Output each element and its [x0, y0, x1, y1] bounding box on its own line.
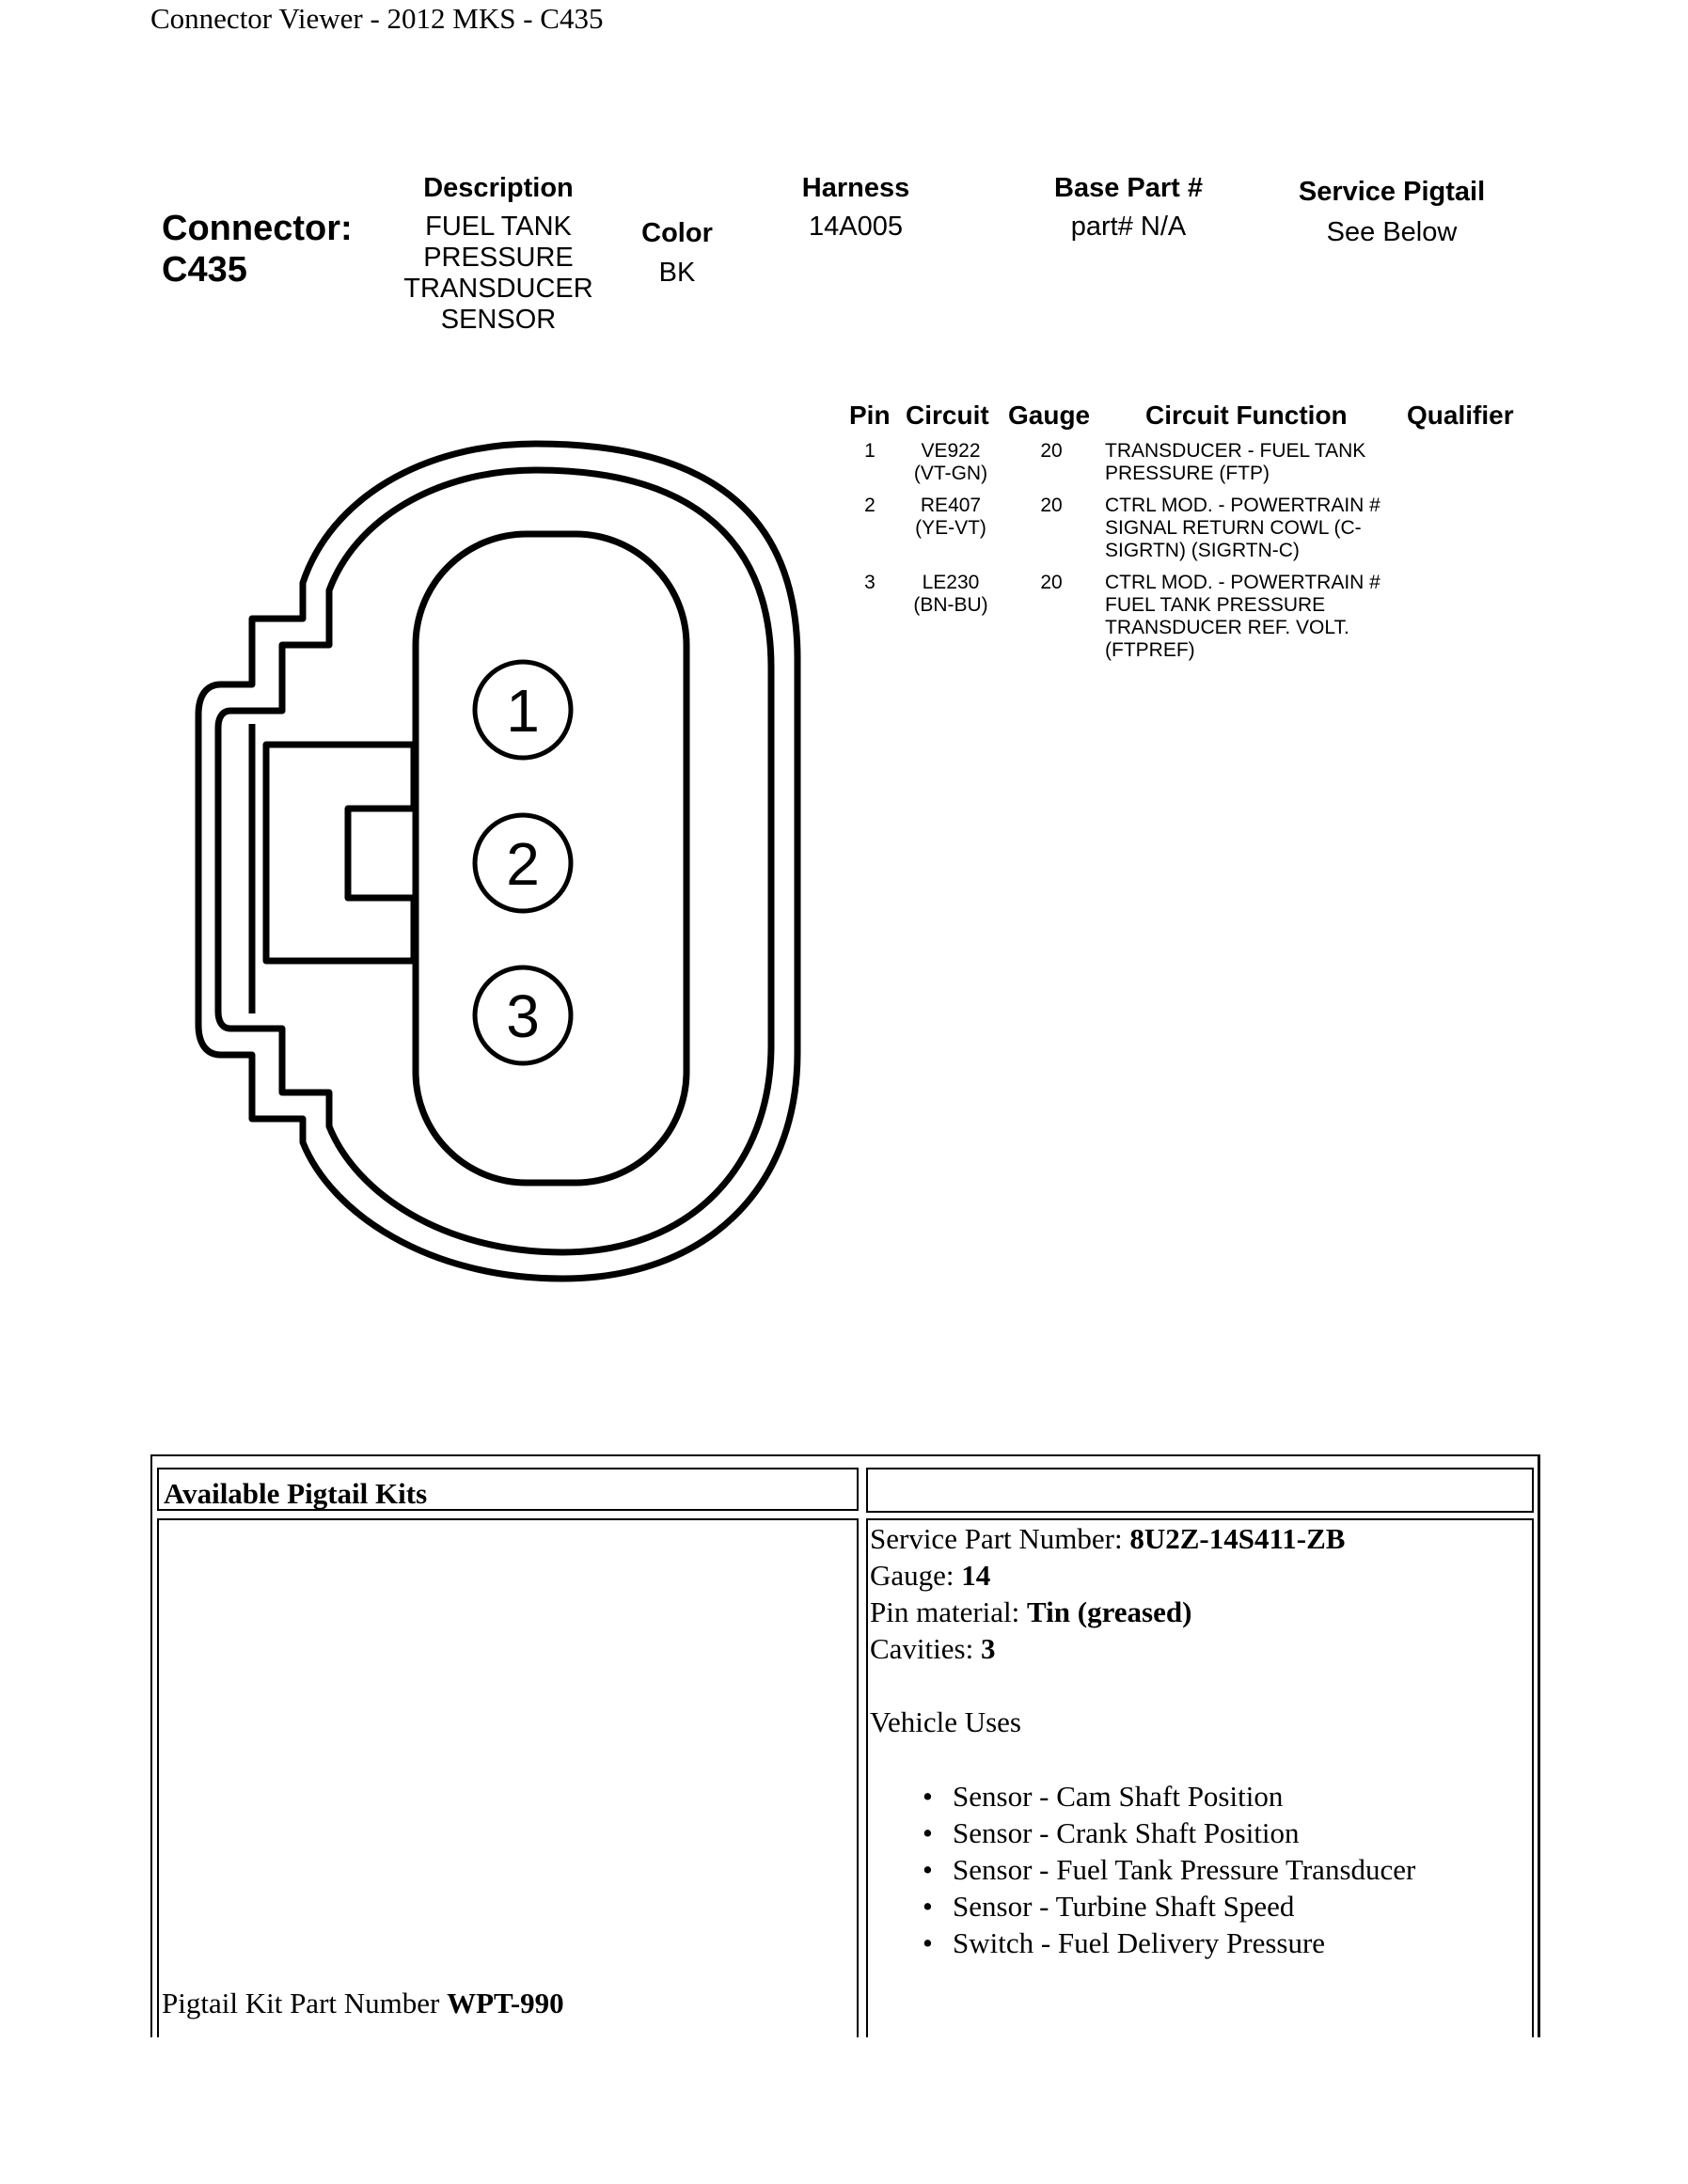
header-qualifier: Qualifier: [1407, 401, 1514, 430]
service-pigtail-header: Service Pigtail: [1298, 177, 1486, 207]
service-part-number: Service Part Number: 8U2Z-14S411-ZB: [870, 1522, 1346, 1555]
color-header: Color: [641, 218, 713, 248]
connector-label: Connector:: [162, 209, 353, 248]
pin-3-label: 3: [506, 982, 540, 1050]
vehicle-uses-label: Vehicle Uses: [870, 1705, 1021, 1738]
color-value: BK: [658, 258, 696, 288]
list-item: • Switch - Fuel Delivery Pressure: [868, 1925, 1526, 1961]
pigtail-header: Available Pigtail Kits: [164, 1477, 428, 1510]
harness-value: 14A005: [809, 212, 903, 242]
pigtail-left-cell: [157, 1518, 859, 2037]
base-part-value: part# N/A: [1070, 212, 1187, 242]
function-cell: CTRL MOD. - POWERTRAIN # SIGNAL RETURN COWL (C- SIGRTN) (SIGRTN-C): [1105, 495, 1380, 561]
connector-diagram: [169, 414, 828, 1307]
page-title: Connector Viewer - 2012 MKS - C435: [150, 2, 604, 35]
header-circuit-function: Circuit Function: [1145, 401, 1348, 430]
header-pin: Pin: [849, 401, 891, 430]
latch-bracket-inner: [266, 745, 414, 961]
pin-number: 2: [864, 495, 876, 516]
gauge-cell: 20: [1040, 440, 1063, 462]
circuit-cell: RE407 (YE-VT): [915, 495, 986, 539]
pigtail-gauge: Gauge: 14: [870, 1559, 991, 1592]
function-cell: CTRL MOD. - POWERTRAIN # FUEL TANK PRESSURE TRANSDUCER REF. VOLT. (FTPREF): [1105, 572, 1380, 661]
service-pigtail-value: See Below: [1326, 217, 1458, 247]
connector-id: C435: [162, 250, 247, 290]
pin-2-label: 2: [506, 830, 540, 898]
kit-part-number: Pigtail Kit Part Number WPT-990: [162, 1987, 564, 2019]
pin-number: 3: [864, 572, 876, 593]
list-item: • Sensor - Crank Shaft Position: [868, 1815, 1526, 1851]
header-gauge: Gauge: [1008, 401, 1091, 430]
circuit-cell: VE922 (VT-GN): [913, 440, 988, 484]
gauge-cell: 20: [1040, 572, 1063, 593]
list-item: • Sensor - Cam Shaft Position: [868, 1778, 1526, 1815]
list-item: • Sensor - Turbine Shaft Speed: [868, 1888, 1526, 1925]
pin-number: 1: [864, 440, 876, 462]
pigtail-header-right-cell: [866, 1468, 1534, 1513]
pigtail-header-cell: [157, 1468, 859, 1511]
base-part-header: Base Part #: [1054, 173, 1203, 203]
description-value: FUEL TANK PRESSURE TRANSDUCER SENSOR: [403, 212, 593, 335]
harness-header: Harness: [801, 173, 910, 203]
circuit-cell: LE230 (BN-BU): [913, 572, 988, 616]
cavities: Cavities: 3: [870, 1632, 996, 1665]
vehicle-uses-list: [868, 1778, 1526, 1961]
function-cell: TRANSDUCER - FUEL TANK PRESSURE (FTP): [1105, 440, 1366, 484]
header-circuit: Circuit: [906, 401, 989, 430]
pin-material: Pin material: Tin (greased): [870, 1595, 1192, 1628]
gauge-cell: 20: [1040, 495, 1063, 516]
pin-1-label: 1: [506, 677, 540, 745]
description-header: Description: [423, 173, 574, 203]
list-item: • Sensor - Fuel Tank Pressure Transducer: [868, 1851, 1526, 1888]
pigtail-right-cell: [866, 1518, 1534, 2037]
